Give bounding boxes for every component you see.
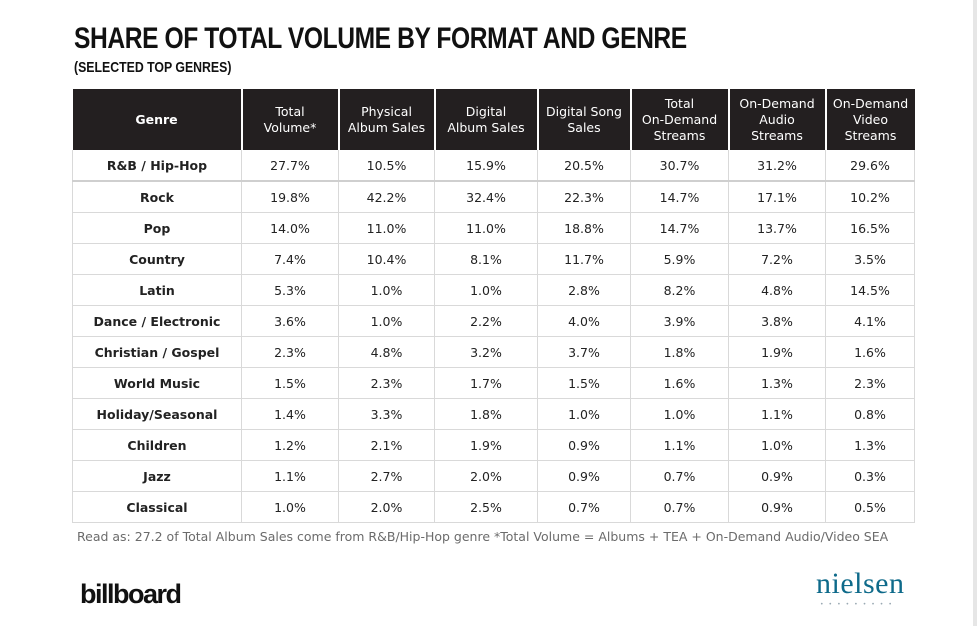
value-cell: 13.7% xyxy=(729,213,826,244)
table-row xyxy=(73,275,915,306)
value-cell: 14.0% xyxy=(242,213,339,244)
value-cell: 1.5% xyxy=(242,368,339,399)
value-cell: 0.5% xyxy=(826,492,915,523)
value-cell: 11.7% xyxy=(538,244,631,275)
value-cell: 1.0% xyxy=(242,492,339,523)
table-row xyxy=(73,430,915,461)
value-cell: 1.6% xyxy=(826,337,915,368)
value-cell: 1.4% xyxy=(242,399,339,430)
value-cell: 20.5% xyxy=(538,150,631,181)
value-cell: 2.0% xyxy=(339,492,435,523)
column-header-3: Digital Album Sales xyxy=(435,89,538,150)
value-cell: 1.9% xyxy=(435,430,538,461)
table-row xyxy=(73,492,915,523)
genre-cell: Pop xyxy=(73,213,242,244)
value-cell: 14.5% xyxy=(826,275,915,306)
table-body xyxy=(73,150,915,523)
nielsen-logo-dots: ••••••••• xyxy=(820,601,897,608)
value-cell: 1.8% xyxy=(435,399,538,430)
value-cell: 1.0% xyxy=(339,306,435,337)
value-cell: 14.7% xyxy=(631,213,729,244)
billboard-logo: billboard xyxy=(80,579,181,609)
genre-cell: Latin xyxy=(73,275,242,306)
value-cell: 1.3% xyxy=(826,430,915,461)
table-header-row xyxy=(73,89,915,150)
value-cell: 4.1% xyxy=(826,306,915,337)
value-cell: 3.3% xyxy=(339,399,435,430)
genre-cell: Dance / Electronic xyxy=(73,306,242,337)
value-cell: 4.8% xyxy=(339,337,435,368)
nielsen-logo: nielsen xyxy=(816,567,905,600)
column-header-1: Total Volume* xyxy=(242,89,339,150)
value-cell: 4.8% xyxy=(729,275,826,306)
table-row xyxy=(73,306,915,337)
value-cell: 1.1% xyxy=(729,399,826,430)
right-edge-strip xyxy=(973,0,977,626)
value-cell: 19.8% xyxy=(242,181,339,213)
value-cell: 1.6% xyxy=(631,368,729,399)
value-cell: 2.3% xyxy=(339,368,435,399)
value-cell: 0.9% xyxy=(538,430,631,461)
value-cell: 22.3% xyxy=(538,181,631,213)
value-cell: 2.0% xyxy=(435,461,538,492)
value-cell: 1.0% xyxy=(631,399,729,430)
value-cell: 10.4% xyxy=(339,244,435,275)
genre-cell: Country xyxy=(73,244,242,275)
value-cell: 1.9% xyxy=(729,337,826,368)
value-cell: 1.7% xyxy=(435,368,538,399)
value-cell: 3.9% xyxy=(631,306,729,337)
value-cell: 5.9% xyxy=(631,244,729,275)
genre-cell: Children xyxy=(73,430,242,461)
value-cell: 0.7% xyxy=(538,492,631,523)
table-row xyxy=(73,368,915,399)
column-header-6: On-Demand Audio Streams xyxy=(729,89,826,150)
value-cell: 3.8% xyxy=(729,306,826,337)
table-row xyxy=(73,181,915,213)
value-cell: 2.2% xyxy=(435,306,538,337)
column-header-0: Genre xyxy=(73,89,242,150)
value-cell: 18.8% xyxy=(538,213,631,244)
value-cell: 8.1% xyxy=(435,244,538,275)
value-cell: 16.5% xyxy=(826,213,915,244)
value-cell: 14.7% xyxy=(631,181,729,213)
value-cell: 1.3% xyxy=(729,368,826,399)
column-header-7: On-Demand Video Streams xyxy=(826,89,915,150)
value-cell: 11.0% xyxy=(435,213,538,244)
table-row xyxy=(73,337,915,368)
value-cell: 42.2% xyxy=(339,181,435,213)
column-header-2: Physical Album Sales xyxy=(339,89,435,150)
value-cell: 1.1% xyxy=(631,430,729,461)
value-cell: 3.5% xyxy=(826,244,915,275)
value-cell: 10.5% xyxy=(339,150,435,181)
value-cell: 0.9% xyxy=(729,461,826,492)
chart-subtitle: (SELECTED TOP GENRES) xyxy=(74,59,232,76)
table-row xyxy=(73,213,915,244)
value-cell: 10.2% xyxy=(826,181,915,213)
value-cell: 1.0% xyxy=(729,430,826,461)
value-cell: 30.7% xyxy=(631,150,729,181)
table-row xyxy=(73,399,915,430)
table-row xyxy=(73,244,915,275)
chart-title: SHARE OF TOTAL VOLUME BY FORMAT AND GENRE xyxy=(74,22,687,55)
value-cell: 29.6% xyxy=(826,150,915,181)
value-cell: 1.2% xyxy=(242,430,339,461)
value-cell: 0.7% xyxy=(631,461,729,492)
value-cell: 0.9% xyxy=(538,461,631,492)
value-cell: 1.1% xyxy=(242,461,339,492)
value-cell: 0.7% xyxy=(631,492,729,523)
genre-cell: Classical xyxy=(73,492,242,523)
genre-share-table xyxy=(72,89,915,523)
value-cell: 15.9% xyxy=(435,150,538,181)
value-cell: 1.5% xyxy=(538,368,631,399)
value-cell: 3.6% xyxy=(242,306,339,337)
value-cell: 4.0% xyxy=(538,306,631,337)
column-header-5: Total On-Demand Streams xyxy=(631,89,729,150)
value-cell: 11.0% xyxy=(339,213,435,244)
genre-cell: Holiday/Seasonal xyxy=(73,399,242,430)
genre-cell: Jazz xyxy=(73,461,242,492)
value-cell: 1.0% xyxy=(435,275,538,306)
value-cell: 5.3% xyxy=(242,275,339,306)
value-cell: 3.2% xyxy=(435,337,538,368)
value-cell: 2.3% xyxy=(826,368,915,399)
value-cell: 2.7% xyxy=(339,461,435,492)
value-cell: 31.2% xyxy=(729,150,826,181)
column-header-4: Digital Song Sales xyxy=(538,89,631,150)
value-cell: 3.7% xyxy=(538,337,631,368)
genre-cell: Christian / Gospel xyxy=(73,337,242,368)
genre-cell: World Music xyxy=(73,368,242,399)
table-row xyxy=(73,150,915,181)
value-cell: 32.4% xyxy=(435,181,538,213)
value-cell: 2.3% xyxy=(242,337,339,368)
genre-cell: R&B / Hip-Hop xyxy=(73,150,242,181)
value-cell: 0.8% xyxy=(826,399,915,430)
value-cell: 1.0% xyxy=(538,399,631,430)
value-cell: 1.8% xyxy=(631,337,729,368)
value-cell: 2.5% xyxy=(435,492,538,523)
value-cell: 2.1% xyxy=(339,430,435,461)
value-cell: 2.8% xyxy=(538,275,631,306)
genre-cell: Rock xyxy=(73,181,242,213)
value-cell: 27.7% xyxy=(242,150,339,181)
table-row xyxy=(73,461,915,492)
value-cell: 7.4% xyxy=(242,244,339,275)
value-cell: 1.0% xyxy=(339,275,435,306)
value-cell: 7.2% xyxy=(729,244,826,275)
value-cell: 0.3% xyxy=(826,461,915,492)
footnote: Read as: 27.2 of Total Album Sales come from R&B/Hip-Hop genre *Total Volume = Albums + TEA + On-Demand Audio/Video SEA xyxy=(77,529,889,544)
value-cell: 8.2% xyxy=(631,275,729,306)
value-cell: 17.1% xyxy=(729,181,826,213)
value-cell: 0.9% xyxy=(729,492,826,523)
